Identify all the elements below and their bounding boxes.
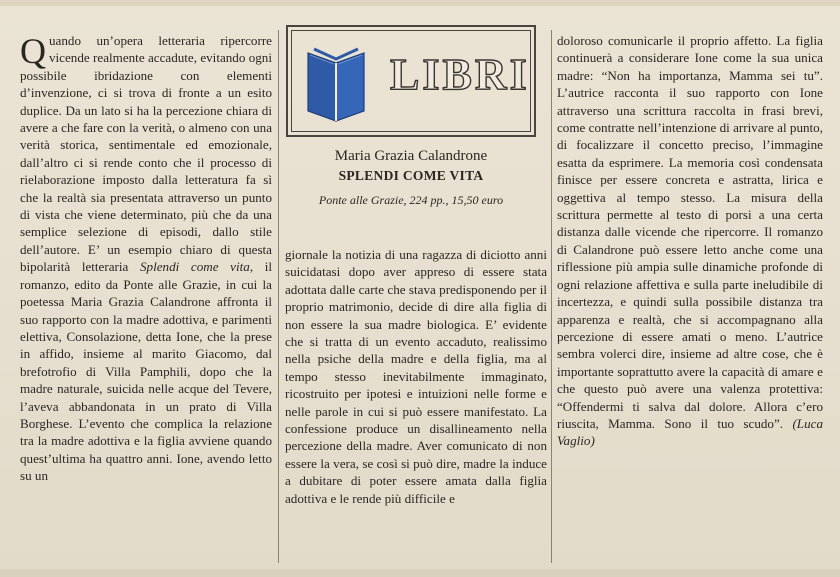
page-bottom-edge [0, 569, 840, 577]
section-header-inner [291, 30, 531, 132]
article-paragraph [20, 32, 272, 485]
section-header [286, 25, 536, 137]
book-author: Maria Grazia Calandrone [334, 148, 488, 164]
column-divider [551, 30, 552, 563]
article-paragraph: giornale la notizia di una ragazza di diciotto anni suicidatasi dopo aver appreso di essere stata adottata dalle carte che stava predisponendo per il proprio matrimonio, decide di dire alla figlia di non essere la sua madre biologica. E’ evidente che si tratta di un evento accaduto, realissimo nella psiche della madre e della figlia, ma al tempo stesso inevitabilmente immaginato, ricostruito per ipotesi e intuizioni nelle forme e nelle parole in cui si può essere manifestato. La confessione produce un disallineamento nella percezione della madre. Aver comunicato di non essere la vera, se così si può dire, madre la induce a dubitare di poter essere amata dalla figlia adottiva e le rende più difficile e [285, 247, 547, 506]
article-text: uando un’opera letteraria ripercorre vicende realmente accadute, evitando ogni possibile ibridazione con elementi d’invenzione, ci si trova di fronte a un esito duplice. Da un lato si ha la percezione chiara di avere a che fare con la verità, o almeno con una verità storica, sentimentale ed emozionale, dall’altro ci si rende conto che il processo di rielaborazione imposto dalla letteratura fa sì che la realtà sia presentata attraverso un punto di vista che viene determinato, più che da una semplice selezione di episodi, dallo stile dell’autore. E’ un esempio chiaro di questa bipolarità letteraria Splendi come vita, il romanzo, edito da Ponte alle Grazie, in cui la poetessa Maria Grazia Calandrone affronta il suo rapporto con la madre adottiva, e parimenti elettiva, Consolazione, detta Ione, che la prese in affido, insieme al marito Giacomo, dal brefotrofio di Villa Pamphili, dopo che la madre naturale, suicida nelle acque del Tevere, l’aveva abbandonata in un prato di Villa Borghese. L’evento che complica la relazione tra la madre adottiva e la figlia avviene quando quest’ultima ha quattro anni. Ione, avendo letto su un [20, 33, 273, 484]
book-title: SPLENDI COME VITA [338, 168, 484, 183]
open-book-icon [300, 45, 372, 127]
article-column-3 [557, 32, 823, 450]
book-info [286, 148, 536, 208]
article-column-2 [285, 246, 547, 507]
article-column-1 [20, 32, 272, 485]
page-top-edge [0, 0, 840, 6]
section-title: LIBRI [390, 50, 530, 99]
article-paragraph: doloroso comunicarle il proprio affetto. La figlia continuerà a considerare Ione come la sua unica madre: “Non ha importanza, Mamma sei tu”. L’autrice racconta il suo rapporto con Ione attraverso una scrittura raccolta in frasi brevi, come contratte nell’intenzione di arrivare al punto, di focalizzare il concetto preciso, l’immagine esatta da esprimere. La memoria così condensata finisce per essere concreta e astratta, lirica e oggettiva al tempo stesso. La misura della scrittura permette al testo di porsi a una certa distanza dalle vicende che ripercorre. Il romanzo di Calandrone può essere letto anche come una riflessione più ampia sulle dinamiche profonde di ogni relazione affettiva e sulla parte ineludibile di incertezza, e quindi sulla possibile distanza tra apparenza e realtà, che si accompagnano alla percezione di essere amati o meno. L’autrice sembra volerci dire, insieme ad altre cose, che è importante soprattutto avere la capacità di amare e che questo può avere una valenza protettiva: “Offendermi ti salva dal dolore. Allora c’ero riuscita, Mamma. Sono il tuo scudo”. (Luca Vaglio) [557, 33, 823, 449]
column-divider [278, 30, 279, 563]
book-publisher-info: Ponte alle Grazie, 224 pp., 15,50 euro [318, 193, 504, 207]
drop-cap: Q [20, 31, 46, 71]
